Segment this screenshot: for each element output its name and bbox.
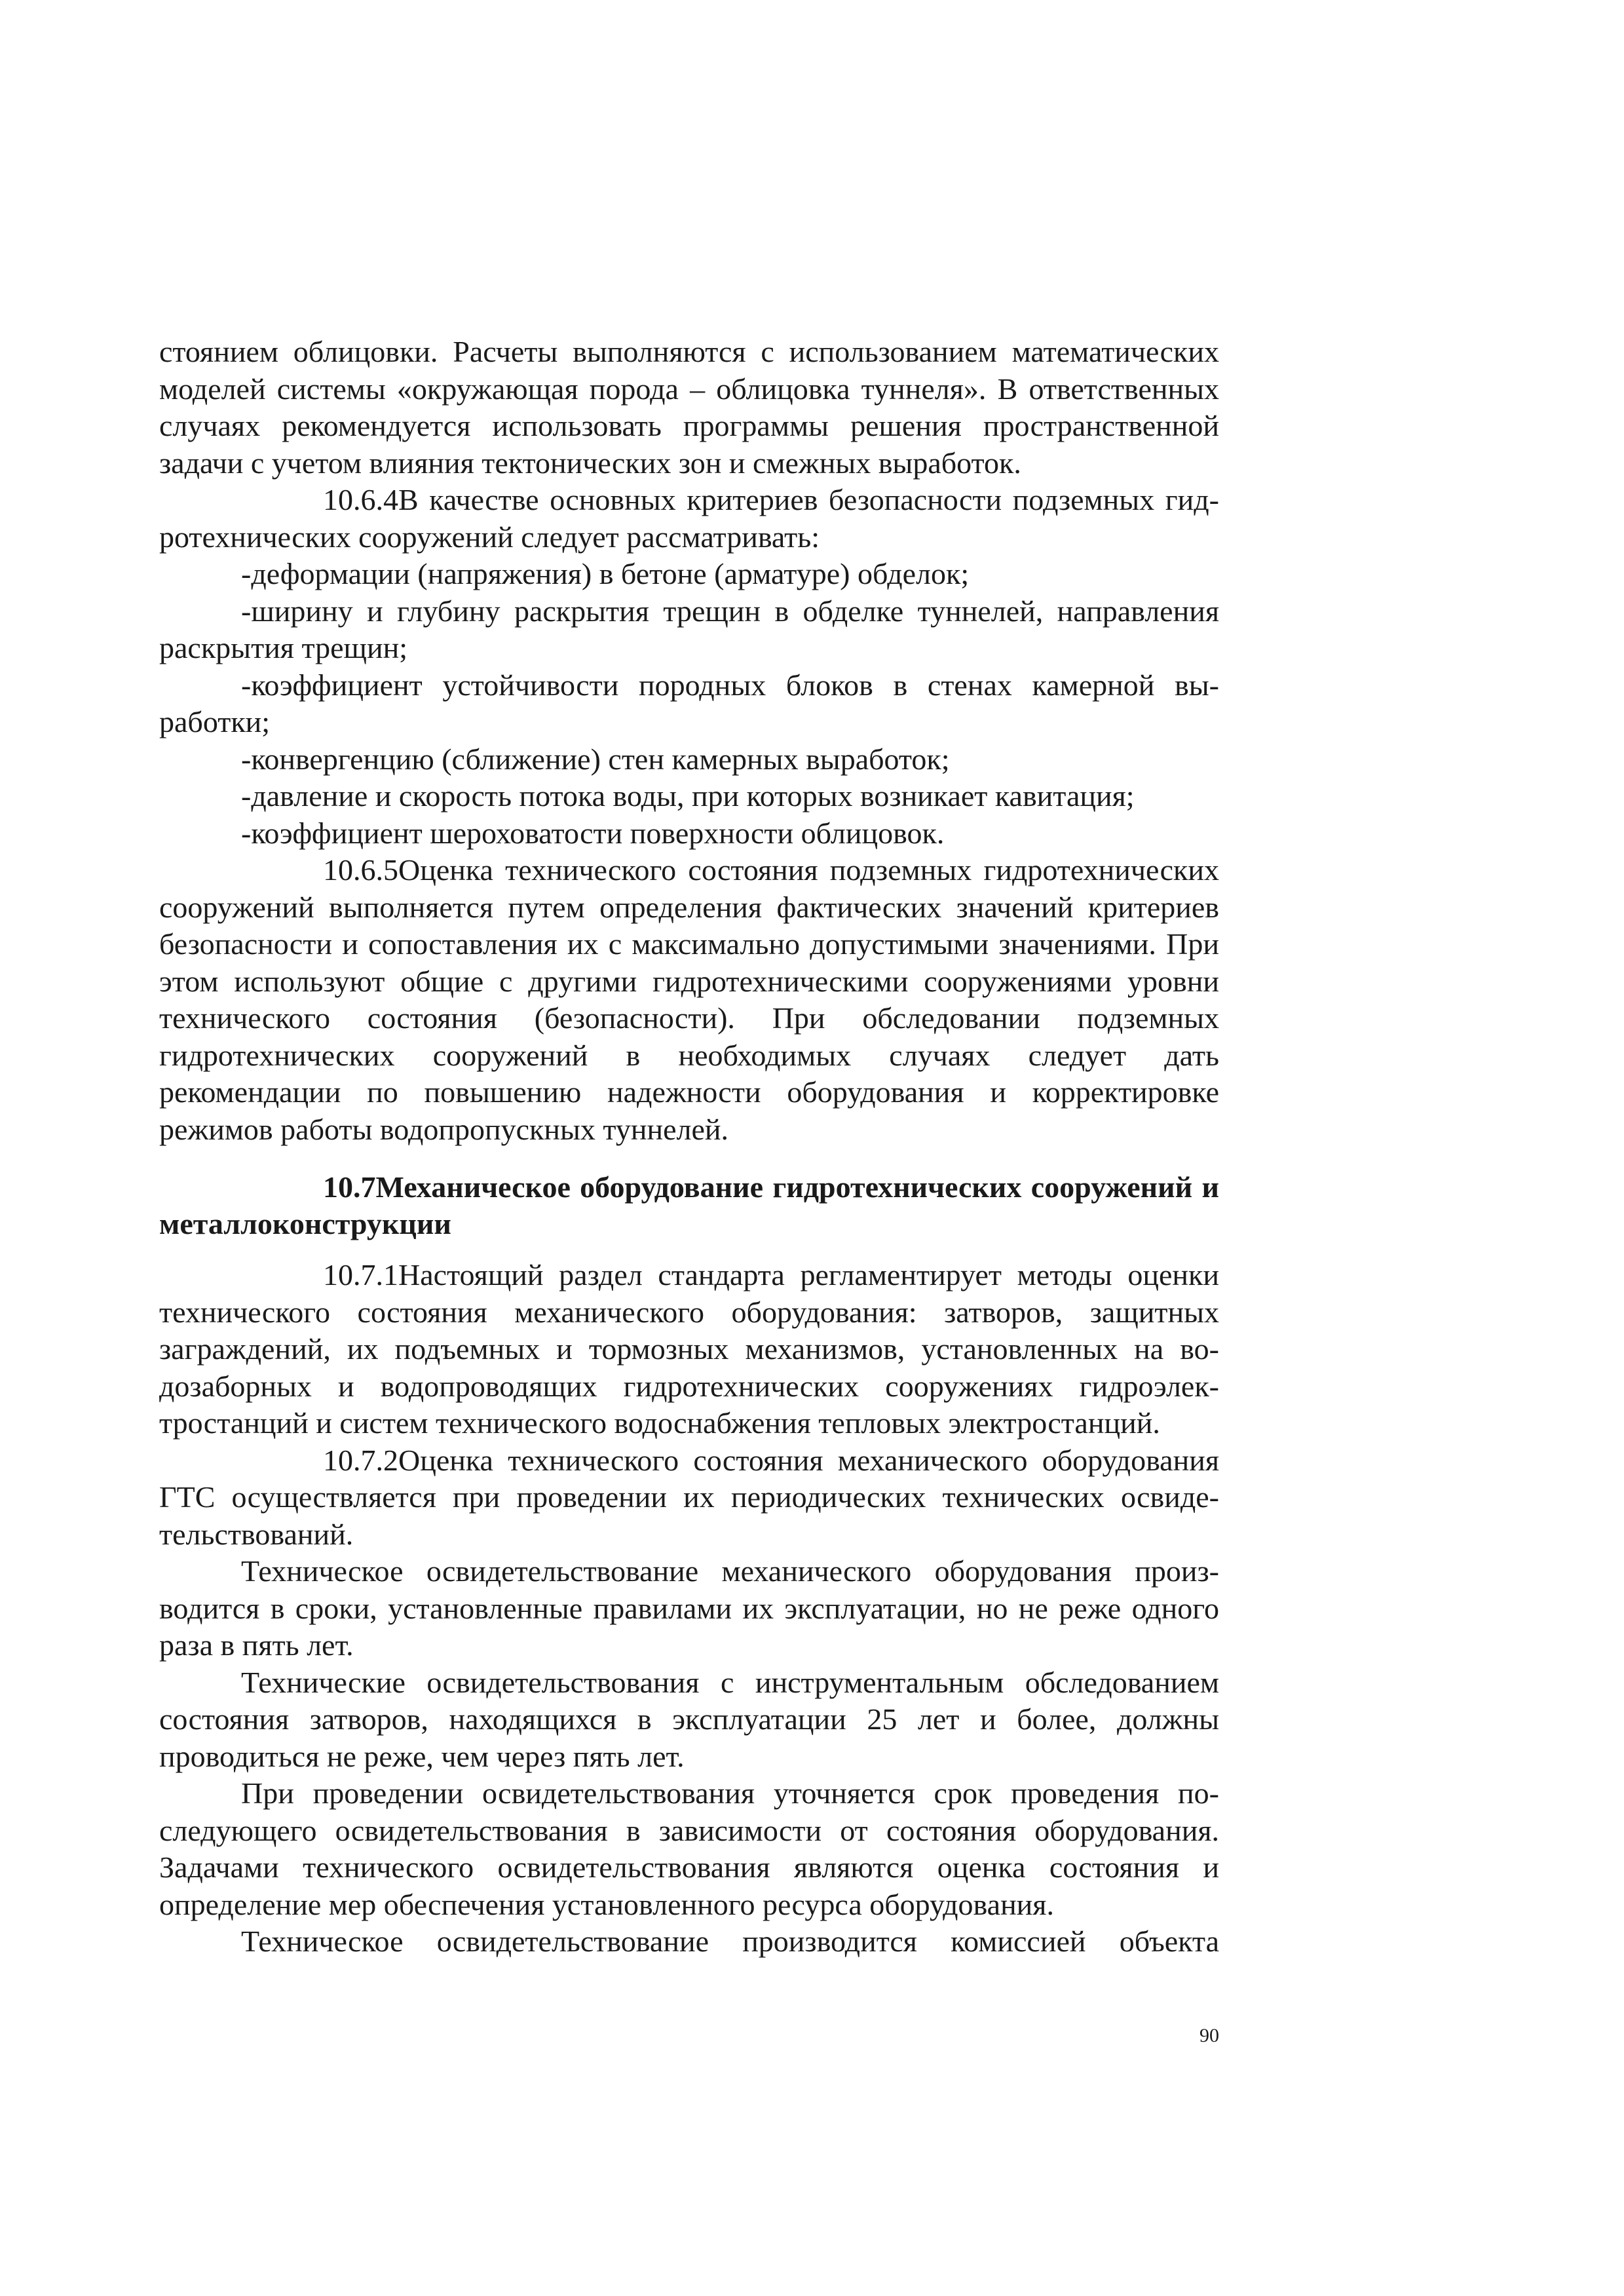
paragraph: Технические освидетельствования с инструментальным обследованием состояния затворов, находящихся в эксплуатации 25 лет и более, должны проводиться не реже, чем через пять лет.	[159, 1665, 1219, 1773]
list-item: -конвергенцию (сближение) стен камерных выработок;	[241, 742, 950, 776]
list-item: -деформации (напряжения) в бетоне (арматуре) обделок;	[241, 557, 970, 590]
clause-number: 10.7.1	[323, 1258, 398, 1292]
paragraph-10-7-2	[159, 1442, 1219, 1554]
section-title: Механическое оборудование гидротехнических сооружений и металлоконструкции	[159, 1170, 1219, 1240]
clause-number: 10.6.5	[323, 853, 398, 887]
clause-number: 10.6.4	[323, 483, 398, 516]
clause-text: Настоящий раздел стандарта регламентирует методы оценки технического состояния механического оборудования: затворов, защитных заграждений, их подъемных и тормозных механизмов, установленных на водозаборных и водопроводящих гидротехнических сооружениях гидроэлектростанций и систем технического водоснабжения тепловых электростанций.	[159, 1258, 1219, 1440]
paragraph-continuation: стоянием облицовки. Расчеты выполняются с использованием математических моделей системы «окружающая порода – облицовка туннеля». В ответственных случаях рекомендуется использовать программы решения пространственной задачи с учетом влияния тектонических зон и смежных выработок.	[159, 335, 1219, 480]
list-item: -ширину и глубину раскрытия трещин в обделке туннелей, направления раскрытия трещин;	[159, 594, 1219, 664]
criteria-list	[159, 556, 1219, 852]
section-heading-10-7	[159, 1169, 1219, 1242]
paragraph: При проведении освидетельствования уточняется срок проведения последующего освидетельствования в зависимости от состояния оборудования. Задачами технического освидетельствования являются оценка состояния и определение мер обеспечения установленного ресурса оборудования.	[159, 1776, 1219, 1921]
clause-text: Оценка технического состояния механического оборудования ГТС осуществляется при проведении их периодических технических освидетельствований.	[159, 1443, 1219, 1551]
paragraph: Техническое освидетельствование механического оборудования производится в сроки, установленные правилами их эксплуатации, но не реже одного раза в пять лет.	[159, 1554, 1219, 1662]
clause-text: В качестве основных критериев безопасности подземных гидротехнических сооружений следует рассматривать:	[159, 483, 1219, 554]
page-number: 90	[1199, 2025, 1219, 2046]
clause-text: Оценка технического состояния подземных гидротехнических сооружений выполняется путем определения фактических значений критериев безопасности и сопоставления их с максимально допустимыми значениями. При этом используют общие с другими гидротехническими сооружениями уровни технического состояния (безопасности). При обследовании подземных гидротехнических сооружений в необходимых случаях следует дать рекомендации по повышению надежности оборудования и корректировке режимов работы водопропускных туннелей.	[159, 853, 1219, 1146]
page-body	[159, 334, 1219, 1961]
section-number: 10.7	[323, 1170, 376, 1204]
list-item: -давление и скорость потока воды, при которых возникает кавитация;	[241, 779, 1135, 813]
clause-number: 10.7.2	[323, 1443, 398, 1477]
paragraph-last-line: Техническое освидетельствование производится комиссией объекта	[241, 1924, 1219, 1958]
paragraph-10-6-5	[159, 852, 1219, 1148]
list-item: -коэффициент шероховатости поверхности облицовок.	[241, 816, 945, 850]
list-item: -коэффициент устойчивости породных блоков в стенах камерной выработки;	[159, 668, 1219, 738]
paragraph-10-7-1	[159, 1257, 1219, 1442]
paragraph-10-6-4	[159, 482, 1219, 556]
